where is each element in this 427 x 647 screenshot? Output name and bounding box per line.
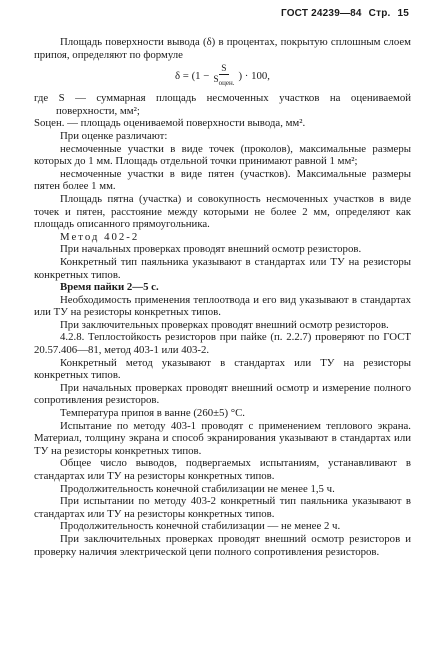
paragraph: При испытании по методу 403-2 конкретный тип паяльника указывают в стандартах или ТУ на резисторы конкретных типов.: [34, 495, 411, 520]
document-body: [34, 36, 411, 558]
denominator-subscript: оцен.: [218, 79, 235, 88]
paragraph: При начальных проверках проводят внешний осмотр резисторов.: [60, 243, 362, 256]
paragraph: Конкретный метод указывают в стандартах или ТУ на резисторы конкретных типов.: [34, 356, 411, 382]
paragraph: Конкретный тип паяльника указывают в стандартах или ТУ на резисторы конкретных типов.: [34, 255, 411, 281]
paragraph: При начальных проверках проводят внешний осмотр и измерение полного сопротивления резисторов.: [34, 381, 411, 407]
paragraph: Продолжительность конечной стабилизации не менее 1,5 ч.: [60, 482, 335, 495]
page-number: 15: [397, 8, 409, 19]
paragraph: Площадь пятна (участка) и совокупность несмоченных участков в виде точек и пятен, расстояние между которыми не более 2 мм, определяют как площадь описанного прямоугольника.: [34, 192, 411, 231]
paragraph: Продолжительность конечной стабилизации — не менее 2 ч.: [60, 520, 341, 533]
formula-lhs: δ = (1 −: [175, 69, 210, 82]
definition-s: где S — суммарная площадь несмоченных участков на оцениваемой поверхности, мм²;: [34, 92, 411, 117]
section-4-2-8: 4.2.8. Теплостойкость резисторов при пайке (п. 2.2.7) проверяют по ГОСТ 20.57.406—81, метод 403-1 или 403-2.: [34, 331, 411, 357]
fraction-denominator: [211, 75, 236, 88]
paragraph: несмоченные участки в виде пятен (участков). Максимальные размеры пятен более 1 мм.: [34, 167, 411, 193]
formula-fraction: [211, 64, 236, 88]
page-header: [277, 8, 409, 21]
page-label: Стр.: [368, 8, 391, 19]
paragraph: Необходимость применения теплоотвода и его вид указывают в стандартах или ТУ на резисторы конкретных типов.: [34, 293, 411, 319]
paragraph: несмоченные участки в виде точек (проколов), максимальные размеры которых до 1 мм. Площадь отдельной точки принимают равной 1 мм²;: [34, 142, 411, 168]
method-heading: Метод 402-2: [60, 230, 140, 243]
formula: [34, 63, 411, 89]
paragraph: Общее число выводов, подвергаемых испытаниям, устанавливают в стандартах или ТУ на резисторы конкретных типов.: [34, 457, 411, 482]
paragraph: Испытание по методу 403-1 проводят с применением теплового экрана. Материал, толщину экрана и способ экранирования указывают в стандартах или ТУ на резисторы конкретных типов.: [34, 419, 411, 457]
standard-number: ГОСТ 24239—84: [280, 8, 362, 19]
paragraph: Температура припоя в ванне (260±5) °С.: [60, 407, 245, 420]
paragraph: Время пайки 2—5 с.: [60, 281, 159, 294]
paragraph: При заключительных проверках проводят внешний осмотр резисторов.: [60, 318, 389, 331]
definition-s-oцен: Sоцен. — площадь оцениваемой поверхности вывода, мм².: [34, 117, 306, 130]
paragraph: При заключительных проверках проводят внешний осмотр резисторов и проверку наличия электрической цепи полного сопротивления резисторов.: [34, 532, 411, 558]
formula-rhs: ) · 100,: [238, 69, 270, 82]
paragraph: При оценке различают:: [60, 129, 168, 142]
fraction-numerator: S: [221, 64, 227, 75]
denominator-main: S: [213, 75, 219, 86]
paragraph: Площадь поверхности вывода (δ) в процентах, покрытую сплошным слоем припоя, определяют по формуле: [34, 36, 411, 61]
